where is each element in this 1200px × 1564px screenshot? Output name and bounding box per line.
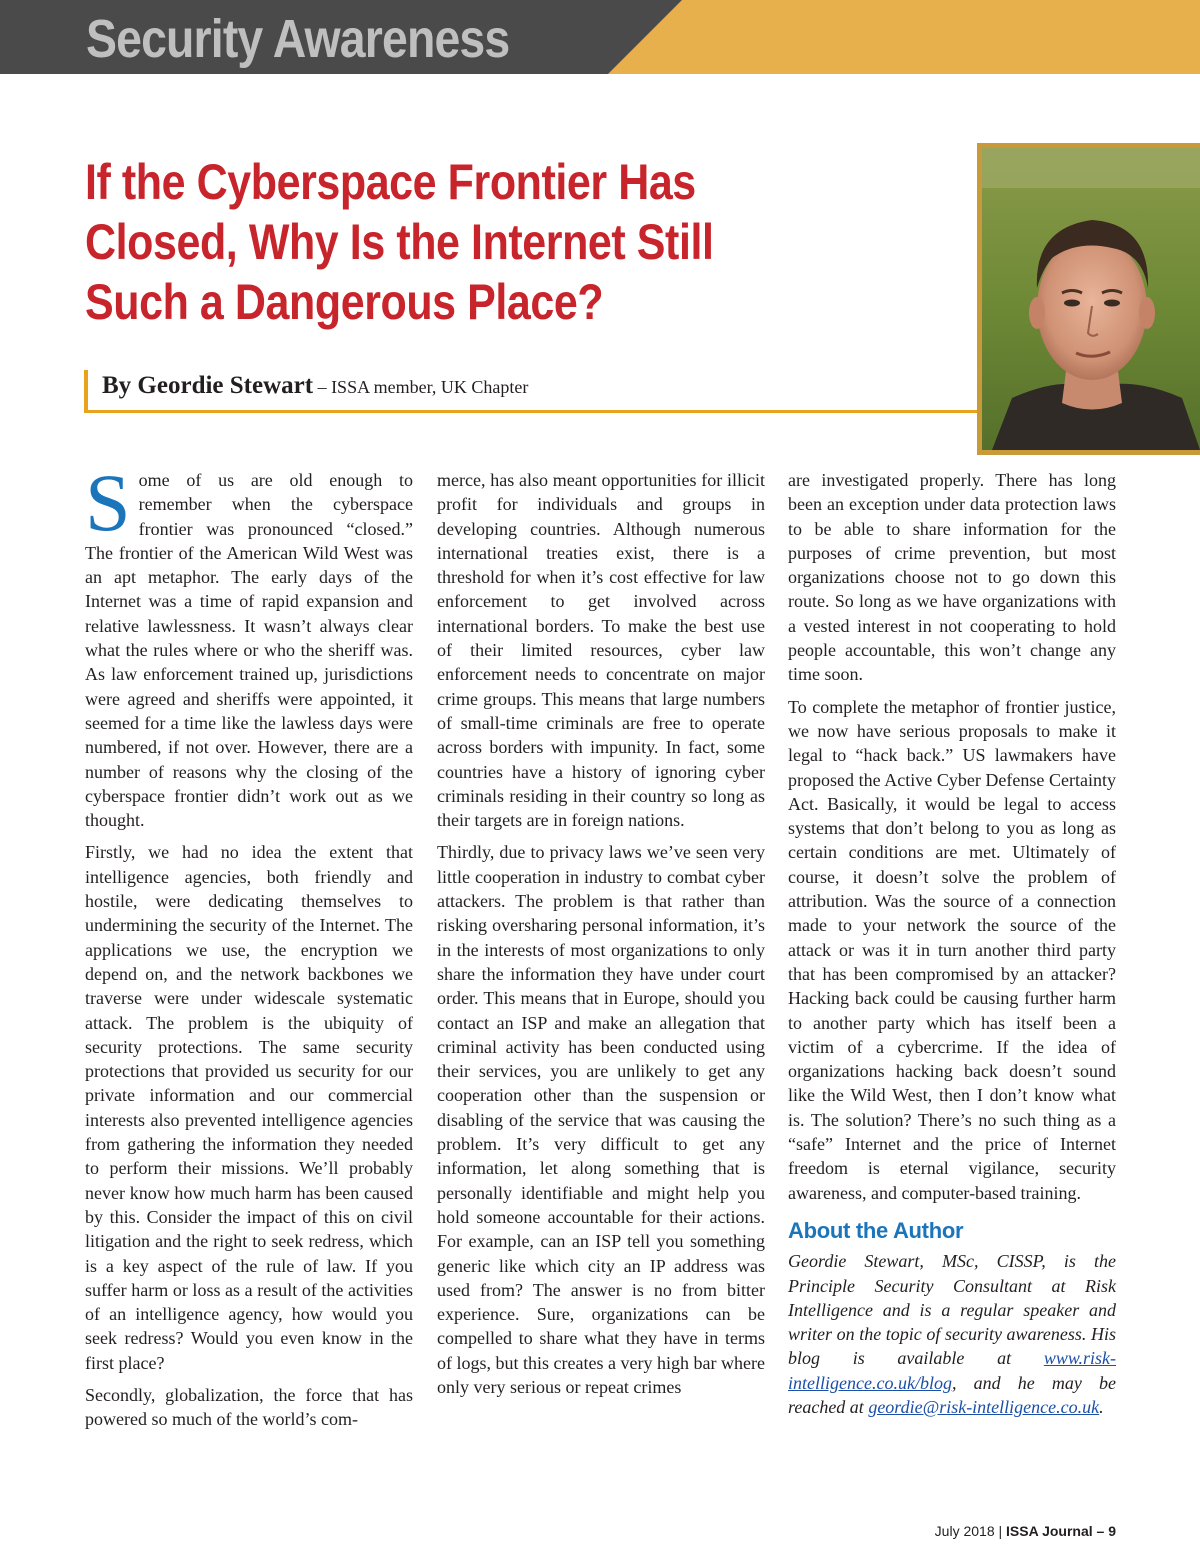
about-author-text (788, 1249, 1116, 1419)
about-author-heading: About the Author (788, 1217, 964, 1243)
article-column-3 (788, 468, 1116, 1427)
headline-line-3: Such a Dangerous Place? (85, 274, 604, 330)
paragraph-intro-text: ome of us are old enough to remember when the cyberspace frontier was pronounced “closed.” The frontier of the American Wild West was an apt metaphor. The early days of the Internet was a time of rapid expansion and relative lawlessness. It wasn’t always clear what the rules where or who the sheriff was. As law enforcement trained up, jurisdictions were agreed and sheriffs were appointed, it seemed for a time like the lawless days were numbered, if not over. However, there are a number of reasons why the closing of the cyberspace frontier didn’t work out as we thought. (85, 470, 413, 831)
article-column-2 (437, 468, 765, 1407)
author-name: By Geordie Stewart (102, 372, 314, 399)
byline-accent-bar (84, 370, 88, 412)
author-affiliation: – ISSA member, UK Chapter (313, 377, 529, 397)
author-photo-frame (977, 143, 1200, 455)
author-photo (982, 148, 1200, 450)
section-title: Security Awareness (86, 9, 510, 69)
article-column-1 (85, 457, 413, 1440)
paragraph-intro (85, 457, 413, 832)
headline-line-1: If the Cyberspace Frontier Has (85, 154, 696, 210)
byline (102, 372, 528, 400)
headline-line-2: Closed, Why Is the Internet Still (85, 214, 714, 270)
paragraph-thirdly-start: Thirdly, due to privacy laws we’ve seen very little cooperation in industry to combat cyber attackers. The problem is that rather than risking oversharing personal information, it’s in the interests of most organizations to only share the information they have under court order. This means that in Europe, should you contact an ISP and make an allegation that criminal activity has been conducted using their services, you are unlikely to get any cooperation other than the suspension or disabling of the service that was causing the problem. It’s very difficult to get any information, let along something that is personally identifiable and might help you hold someone accountable for their actions. For example, can an ISP tell you something generic like which city an IP address was used from? The answer is no from bitter experience. Sure, organizations can be compelled to share what they have in terms of logs, but this creates a very high bar where only very serious or repeat crimes (437, 842, 765, 1397)
about-text-part-3: . (1099, 1396, 1104, 1417)
article-headline (85, 152, 965, 332)
email-link[interactable]: geordie@risk-intelligence.co.uk (868, 1396, 1100, 1417)
about-text-part-1: Geordie Stewart, MSc, CISSP, is the Principle Security Consultant at Risk Intelligence and is a regular speaker and writer on the topic of security awareness. His blog is available at (788, 1251, 1116, 1369)
byline-divider (84, 410, 977, 413)
drop-cap: S (85, 457, 131, 548)
paragraph-hack-back: To complete the metaphor of frontier justice, we now have serious proposals to make it legal to “hack back.” US lawmakers have proposed the Active Cyber Defense Certainty Act. Basically, it would be legal to access systems that don’t belong to you as long as certain conditions are met. Ultimately of course, it doesn’t solve the problem of attribution. Was the source of a connection made to your network the source of the attack or was it in turn another third party that has been compromised by an attacker? Hacking back could be causing further harm to another party which has itself been a victim of a cybercrime. If the idea of organizations hacking back doesn’t sound like the Wild West, then I don’t know what is. The solution? There’s no such thing as a “safe” Internet and the price of Internet freedom is eternal vigilance, security awareness, and computer-based training. (788, 696, 1116, 1203)
footer-date: July 2018 | (934, 1523, 1007, 1539)
section-banner (0, 0, 1200, 74)
about-text-part-2: , and he may be reached at (788, 1372, 1116, 1417)
footer-journal-page: ISSA Journal – 9 (1006, 1523, 1116, 1539)
paragraph-secondly-start: Secondly, globalization, the force that has powered so much of the world’s com- (85, 1384, 413, 1430)
blog-link[interactable]: www.risk-intelligence.co.uk/blog (788, 1348, 1116, 1393)
paragraph-thirdly-cont: are investigated properly. There has long been an exception under data protection laws to be able to share information for the purposes of crime prevention, but most organizations choose not to go down this route. So long as we have organizations with a vested interest in not cooperating to hold people accountable, this won’t change any time soon. (788, 470, 1116, 685)
page-footer (880, 1523, 1116, 1539)
paragraph-secondly-cont: merce, has also meant opportunities for illicit profit for individuals and groups in developing countries. Although numerous international treaties exist, there is a threshold for when it’s cost effective for law enforcement to get involved across international borders. To make the best use of their limited resources, cyber law enforcement needs to concentrate on major crime groups. This means that large numbers of small-time criminals are free to operate across borders with impunity. In fact, some countries have a history of ignoring cyber criminals residing in their country so long as their targets are in foreign nations. (437, 470, 765, 831)
paragraph-firstly: Firstly, we had no idea the extent that intelligence agencies, both friendly and hostile, were dedicating themselves to undermining the security of the Internet. The applications we use, the encryption we depend on, and the network backbones we traverse were under widescale systematic attack. The problem is the ubiquity of security protections. The same security protections that provided us security for our private information and our commercial interests also prevented intelligence agencies from gathering the information they needed to perform their missions. We’ll probably never know how much harm has been caused by this. Consider the impact of this on civil litigation and the right to seek redress, which is a key aspect of the rule of law. If you suffer harm or loss as a result of the activities of an intelligence agency, how would you seek redress? Would you even know in the first place? (85, 842, 413, 1373)
